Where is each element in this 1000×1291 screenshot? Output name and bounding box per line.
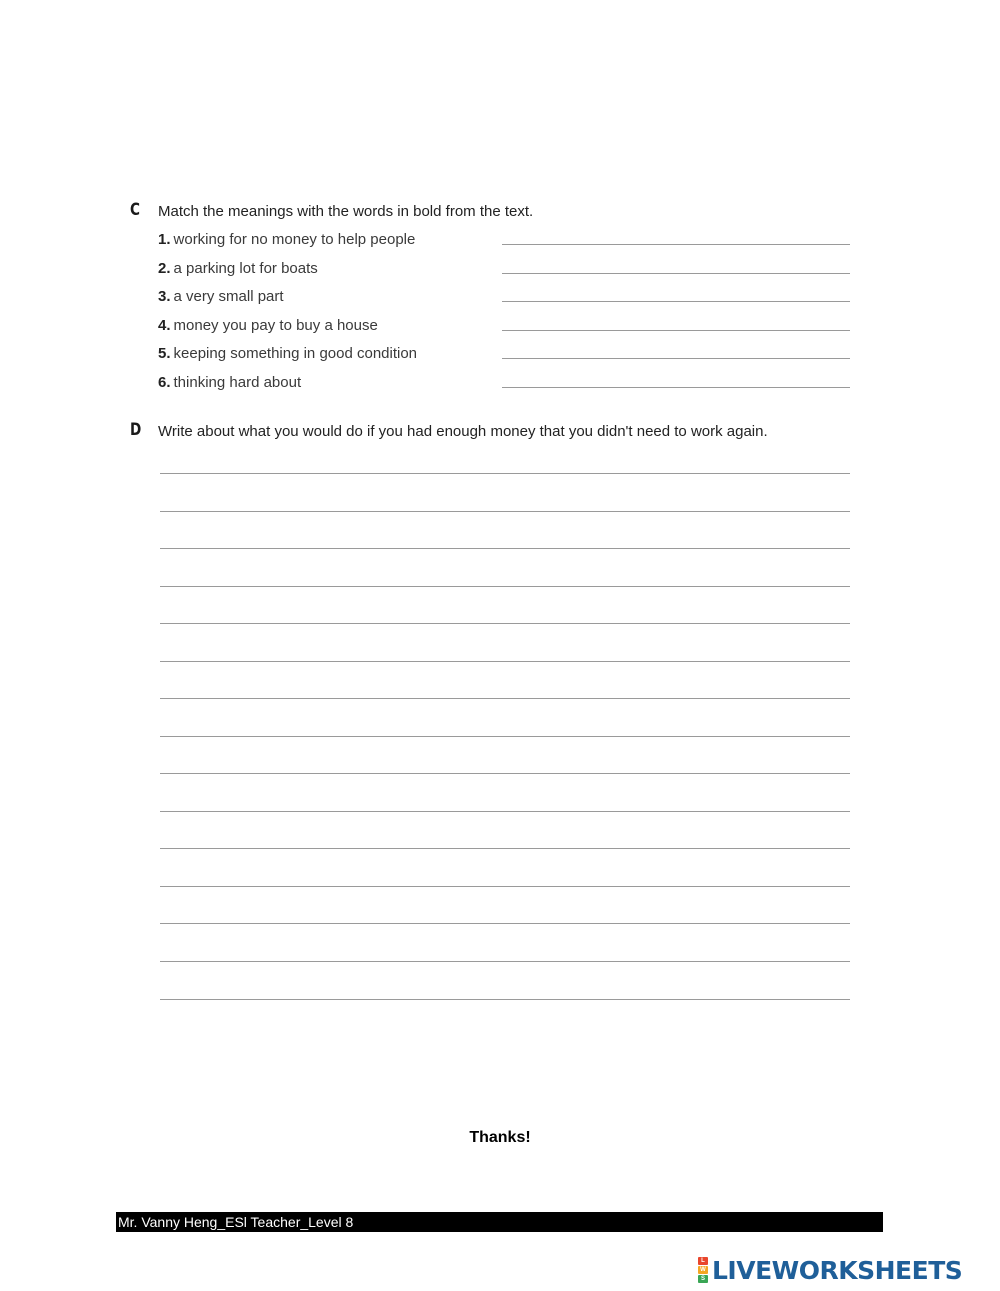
- section-c-letter: C: [130, 200, 140, 220]
- item-text: money you pay to buy a house: [173, 317, 378, 334]
- logo-block-w: W: [698, 1266, 708, 1274]
- liveworksheets-brand: [698, 1255, 962, 1285]
- match-item-5: [158, 345, 417, 362]
- writing-line-9[interactable]: [160, 749, 850, 774]
- item-number: 3.: [158, 288, 171, 305]
- match-item-2: [158, 260, 318, 277]
- answer-field-5[interactable]: [502, 336, 850, 359]
- answer-field-4[interactable]: [502, 308, 850, 331]
- writing-line-10[interactable]: [160, 787, 850, 812]
- writing-line-12[interactable]: [160, 862, 850, 887]
- footer-bar: Mr. Vanny Heng_ESl Teacher_Level 8: [116, 1212, 883, 1232]
- writing-line-13[interactable]: [160, 899, 850, 924]
- item-text: thinking hard about: [173, 374, 302, 391]
- item-number: 2.: [158, 260, 171, 277]
- logo-block-s: S: [698, 1275, 708, 1283]
- writing-line-11[interactable]: [160, 824, 850, 849]
- writing-line-4[interactable]: [160, 562, 850, 587]
- writing-line-6[interactable]: [160, 637, 850, 662]
- answer-field-6[interactable]: [502, 365, 850, 388]
- writing-line-15[interactable]: [160, 975, 850, 1000]
- item-number: 1.: [158, 231, 171, 248]
- item-text: keeping something in good condition: [173, 345, 418, 362]
- match-item-4: [158, 317, 378, 334]
- match-item-3: [158, 288, 284, 305]
- match-item-6: [158, 374, 301, 391]
- writing-line-8[interactable]: [160, 712, 850, 737]
- section-d-instruction: Write about what you would do if you had enough money that you didn't need to work again.: [158, 423, 768, 440]
- section-c-instruction: Match the meanings with the words in bold from the text.: [158, 203, 534, 220]
- writing-line-2[interactable]: [160, 487, 850, 512]
- match-item-1: [158, 231, 415, 248]
- brand-name: LIVEWORKSHEETS: [712, 1255, 963, 1285]
- item-text: a parking lot for boats: [173, 260, 318, 277]
- answer-field-3[interactable]: [502, 279, 850, 302]
- writing-line-14[interactable]: [160, 937, 850, 962]
- item-text: a very small part: [173, 288, 284, 305]
- item-number: 4.: [158, 317, 171, 334]
- item-number: 5.: [158, 345, 171, 362]
- writing-line-5[interactable]: [160, 599, 850, 624]
- writing-line-1[interactable]: [160, 449, 850, 474]
- item-number: 6.: [158, 374, 171, 391]
- writing-line-7[interactable]: [160, 674, 850, 699]
- answer-field-2[interactable]: [502, 251, 850, 274]
- thanks-text: Thanks!: [469, 1129, 531, 1146]
- item-text: working for no money to help people: [173, 231, 416, 248]
- answer-field-1[interactable]: [502, 222, 850, 245]
- logo-block-l: L: [698, 1257, 708, 1265]
- section-d-letter: D: [130, 420, 142, 440]
- writing-line-3[interactable]: [160, 524, 850, 549]
- liveworksheets-logo-icon: [698, 1257, 708, 1283]
